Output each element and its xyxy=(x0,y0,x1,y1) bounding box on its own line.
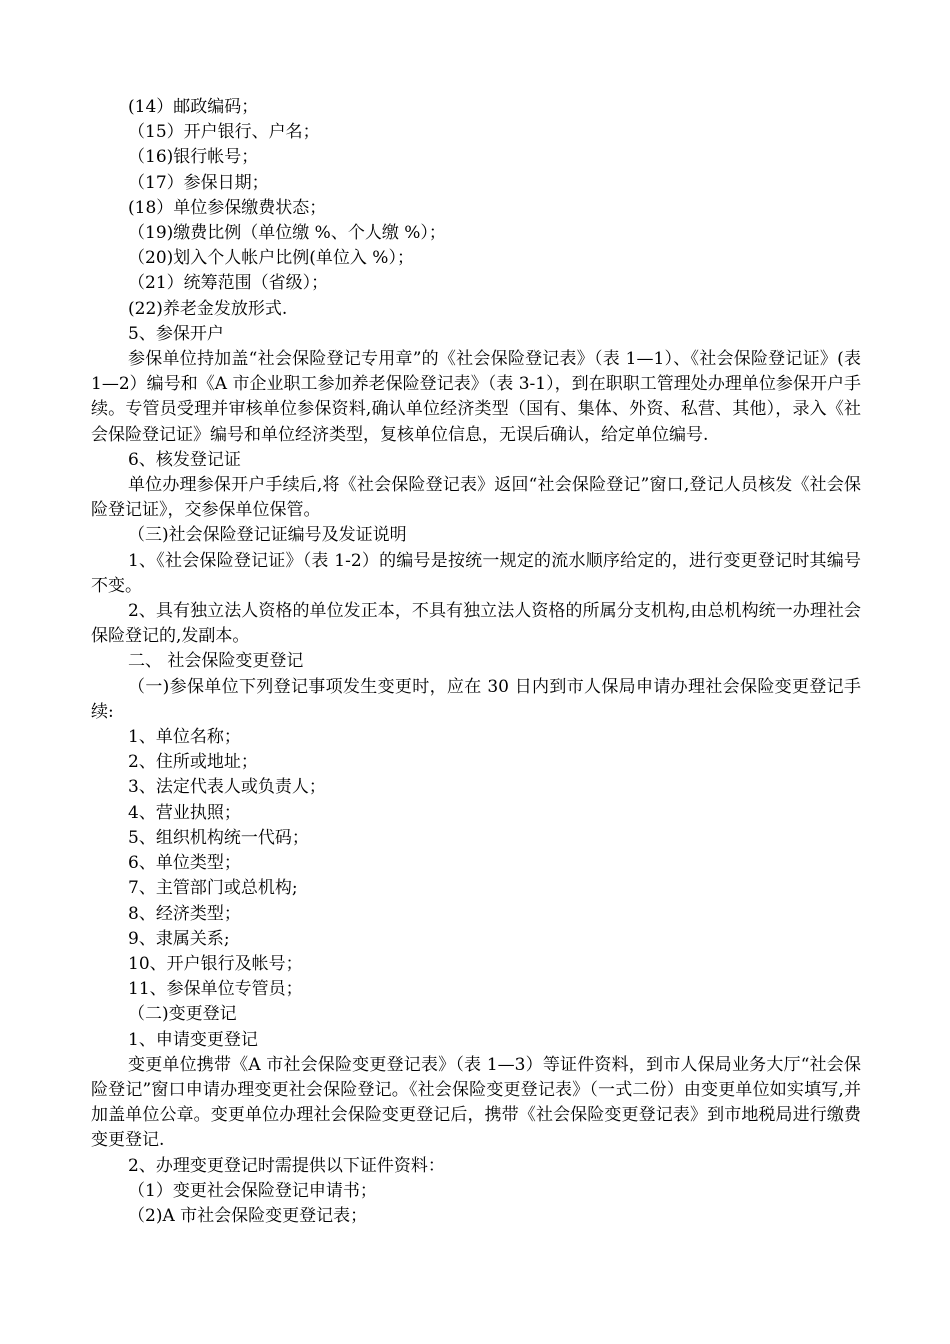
text-line: （17）参保日期； xyxy=(128,172,269,193)
chapter-heading: 二、 社会保险变更登记 xyxy=(128,651,304,672)
text-line: （20)划入个人帐户比例(单位入 %）； xyxy=(128,248,414,269)
text-line: （15）开户银行、户名； xyxy=(128,122,320,143)
list-item: 2、住所或地址； xyxy=(128,752,258,773)
list-item: 4、营业执照； xyxy=(128,802,241,823)
list-item: 6、单位类型； xyxy=(128,853,241,874)
list-item: （1）变更社会保险登记申请书； xyxy=(128,1180,377,1201)
section-heading: 5、参保开户 xyxy=(128,323,224,344)
document-page xyxy=(91,95,861,1229)
section-heading: 2、办理变更登记时需提供以下证件资料： xyxy=(128,1155,445,1176)
text-line: (14）邮政编码； xyxy=(128,97,259,117)
list-item: 7、主管部门或总机构; xyxy=(128,878,298,899)
list-item: 3、法定代表人或负责人； xyxy=(128,777,326,798)
section-heading: 6、核发登记证 xyxy=(128,449,241,470)
paragraph-numbering: 1、《社会保险登记证》（表 1-2）的编号是按统一规定的流水顺序给定的，进行变更登记时其编号不变。 xyxy=(91,550,861,596)
list-item: 5、组织机构统一代码； xyxy=(128,827,309,848)
paragraph-original-copy: 2、具有独立法人资格的单位发正本，不具有独立法人资格的所属分支机构,由总机构统一办理社会保险登记的,发副本。 xyxy=(91,601,861,647)
list-item: 1、单位名称； xyxy=(128,727,241,748)
list-item: 8、经济类型； xyxy=(128,903,241,924)
paragraph-change-items-intro: （一)参保单位下列登记事项发生变更时，应在 30 日内到市人保局申请办理社会保险变更登记手续: xyxy=(91,676,861,722)
list-item: （2)A 市社会保险变更登记表； xyxy=(128,1205,368,1226)
section-heading: （二)变更登记 xyxy=(128,1004,237,1025)
paragraph-apply-change: 变更单位携带《A 市社会保险变更登记表》（表 1—3）等证件资料，到市人保局业务大厅“社会保险登记”窗口申请办理变更社会保险登记。《社会保险变更登记表》（一式二份）由变更单位如实填写,并加盖单位公章。变更单位办理社会保险变更登记后，携带《社会保险变更登记表》到市地税局进行缴费变更登记. xyxy=(91,1054,861,1151)
section-heading: 1、申请变更登记 xyxy=(128,1029,258,1050)
paragraph-issue-certificate: 单位办理参保开户手续后,将《社会保险登记表》返回“社会保险登记”窗口,登记人员核发《社会保险登记证》，交参保单位保管。 xyxy=(91,475,862,521)
paragraph-register-account: 参保单位持加盖“社会保险登记专用章”的《社会保险登记表》（表 1—1）、《社会保险登记证》(表 1—2）编号和《A 市企业职工参加养老保险登记表》（表 3-1），到在职职工管理处办理单位参保开户手续。专管员受理并审核单位参保资料,确认单位经济类型（国有、集体、外资、私营、其他），录入《社会保险登记证》编号和单位经济类型，复核单位信息，无误后确认，给定单位编号. xyxy=(91,349,861,445)
list-item: 9、隶属关系; xyxy=(128,928,230,949)
text-line: （19)缴费比例（单位缴 %、个人缴 %）； xyxy=(128,223,446,244)
text-line: (22)养老金发放形式. xyxy=(128,298,288,319)
section-heading: （三)社会保险登记证编号及发证说明 xyxy=(128,525,407,546)
text-line: （16)银行帐号； xyxy=(128,147,259,168)
text-line: （21）统筹范围（省级）； xyxy=(128,273,329,294)
list-item: 11、参保单位专管员； xyxy=(128,979,303,1000)
text-line: (18）单位参保缴费状态； xyxy=(128,197,327,218)
list-item: 10、开户银行及帐号； xyxy=(128,953,303,974)
